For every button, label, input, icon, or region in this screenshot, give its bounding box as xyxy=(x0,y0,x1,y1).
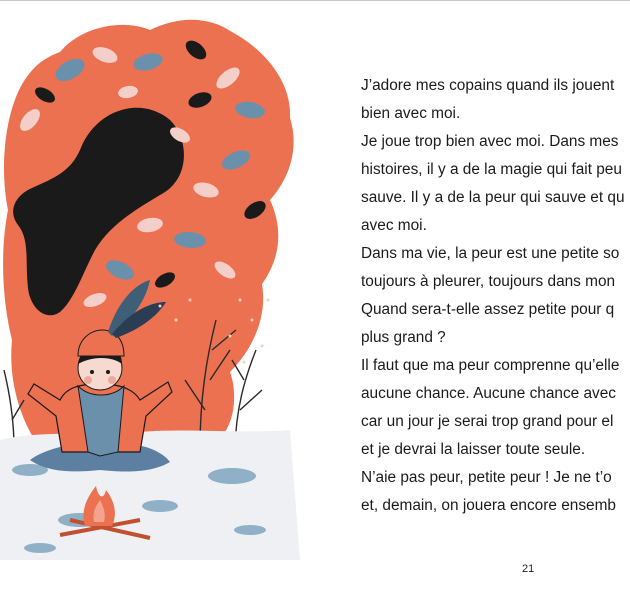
text-line: sauve. Il y a de la peur qui sauve et qu xyxy=(361,189,625,206)
text-line: et je devrai la laisser toute seule. xyxy=(361,441,586,458)
text-line: Quand sera-t-elle assez petite pour q xyxy=(361,301,615,318)
text-line: car un jour je serai trop grand pour el xyxy=(361,413,614,430)
text-line: avec moi. xyxy=(361,217,427,234)
text-line: aucune chance. Aucune chance avec xyxy=(361,385,616,402)
story-text xyxy=(361,72,630,520)
text-line: Il faut que ma peur comprenne qu’elle xyxy=(361,357,620,374)
page-number: 21 xyxy=(522,563,535,575)
text-line: bien avec moi. xyxy=(361,105,461,122)
text-line: plus grand ? xyxy=(361,329,446,346)
text-line: N’aie pas peur, petite peur ! Je ne t’o xyxy=(361,469,612,486)
text-line: et, demain, on jouera encore ensemb xyxy=(361,497,616,514)
text-line: Je joue trop bien avec moi. Dans mes xyxy=(361,133,619,150)
text-line: Dans ma vie, la peur est une petite so xyxy=(361,245,620,262)
text-line: J’adore mes copains quand ils jouent xyxy=(361,77,615,94)
text-line: toujours à pleurer, toujours dans mon xyxy=(361,273,616,290)
text-line: histoires, il y a de la magie qui fait peu xyxy=(361,161,622,178)
